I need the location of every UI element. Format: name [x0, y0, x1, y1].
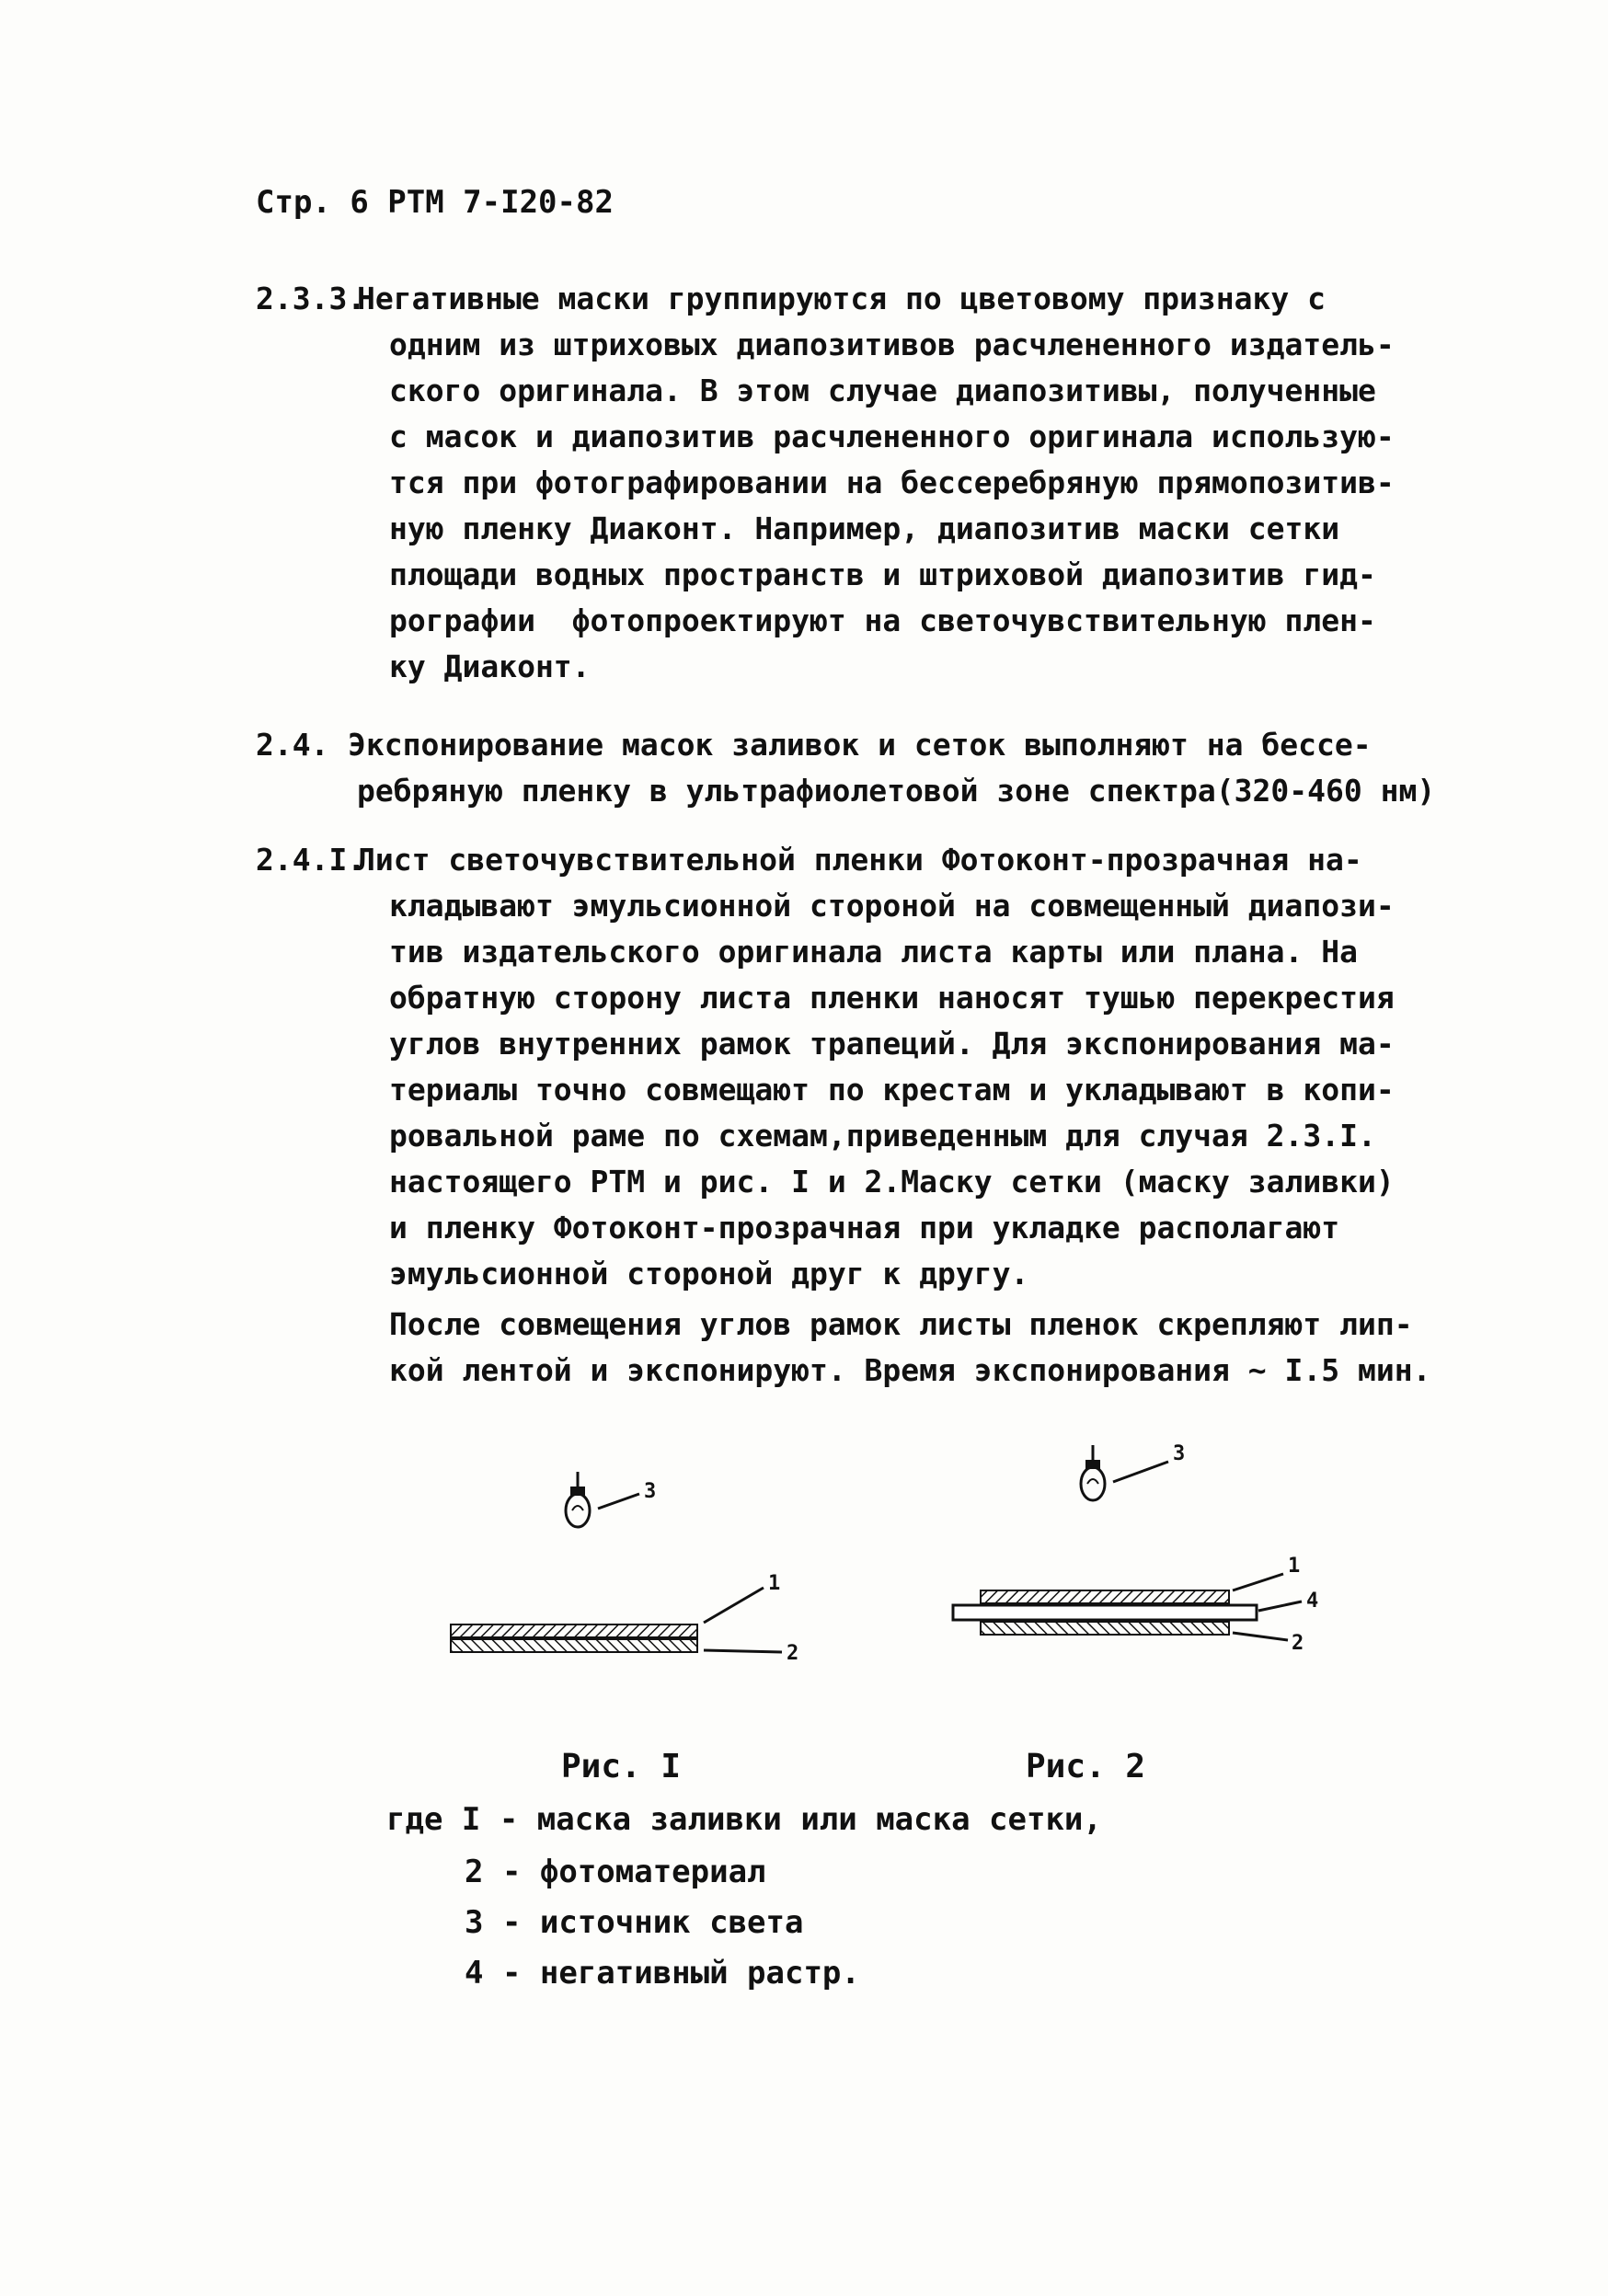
label-1: 1	[1288, 1555, 1301, 1578]
section-line: После совмещения углов рамок листы пленок скрепляют лип-	[389, 1306, 1413, 1342]
section-line: Негативные маски группируются по цветовому признаку с	[357, 281, 1326, 316]
section-line: обратную сторону листа пленки наносят тушью перекрестия	[389, 980, 1395, 1016]
leader-line	[1233, 1633, 1288, 1640]
figure-2	[948, 1421, 1371, 1716]
leader-line	[704, 1650, 782, 1652]
mask-layer	[451, 1624, 697, 1637]
leader-line	[1113, 1462, 1168, 1482]
label-1: 1	[768, 1572, 781, 1595]
photo-material-layer	[981, 1622, 1229, 1635]
section-number: 2.4.I.	[256, 842, 366, 878]
section-line: ную пленку Диаконт. Например, диапозитив маски сетки	[389, 511, 1340, 546]
photo-material-layer	[451, 1639, 697, 1652]
label-4: 4	[1306, 1590, 1319, 1613]
section-number: 2.3.3.	[256, 281, 366, 316]
light-bulb-icon	[1081, 1445, 1105, 1500]
label-2: 2	[1292, 1632, 1304, 1655]
section-2-4	[256, 722, 1525, 823]
leader-line	[1233, 1574, 1283, 1590]
section-line: ребряную пленку в ультрафиолетовой зоне спектра(320-460 нм)	[357, 773, 1436, 809]
section-line: тив издательского оригинала листа карты или плана. На	[389, 934, 1358, 970]
section-line: одним из штриховых диапозитивов расчлененного издатель-	[389, 327, 1395, 362]
section-line: териалы точно совмещают по крестам и укладывают в копи-	[389, 1072, 1395, 1108]
figure-1-caption: Рис. I	[561, 1748, 682, 1785]
section-line: ровальной раме по схемам,приведенным для случая 2.3.I.	[389, 1118, 1376, 1154]
leader-line	[598, 1494, 639, 1509]
label-3: 3	[644, 1480, 657, 1503]
legend-item: 3 - источник света	[465, 1904, 804, 1941]
light-bulb-icon	[566, 1472, 590, 1527]
section-line: площади водных пространств и штриховой диапозитив гид-	[389, 557, 1376, 592]
section-line: Экспонирование масок заливок и сеток выполняют на бессе-	[348, 727, 1372, 763]
section-2-4-1	[256, 837, 1525, 1407]
negative-raster-layer	[953, 1605, 1257, 1620]
legend-item: где I - маска заливки или маска сетки,	[386, 1801, 1102, 1838]
figure-2-caption: Рис. 2	[1026, 1748, 1146, 1785]
section-line: углов внутренних рамок трапеций. Для экспонирования ма-	[389, 1026, 1395, 1062]
leader-line	[1258, 1601, 1302, 1611]
section-line: кой лентой и экспонируют. Время экспонирования ~ I.5 мин.	[389, 1352, 1431, 1388]
mask-layer	[981, 1590, 1229, 1603]
legend-item: 4 - негативный растр.	[465, 1955, 860, 1992]
section-line: рографии фотопроектируют на светочувствительную плен-	[389, 603, 1376, 638]
label-2: 2	[787, 1642, 799, 1665]
section-line: и пленку Фотоконт-прозрачная при укладке располагают	[389, 1210, 1340, 1246]
section-line: эмульсионной стороной друг к другу.	[389, 1256, 1029, 1292]
section-line: Лист светочувствительной пленки Фотоконт-прозрачная на-	[357, 842, 1362, 878]
section-line: настоящего РТМ и рис. I и 2.Маску сетки (маску заливки)	[389, 1164, 1395, 1200]
leader-line	[704, 1588, 764, 1623]
section-line: кладывают эмульсионной стороной на совмещенный диапози-	[389, 888, 1395, 924]
section-line: с масок и диапозитив расчлененного оригинала использую-	[389, 419, 1395, 454]
section-line: ку Диаконт.	[389, 649, 591, 684]
section-2-3-3	[256, 276, 1452, 699]
section-number: 2.4.	[256, 727, 329, 763]
page-header: Стр. 6 РТМ 7-I20-82	[256, 184, 614, 221]
section-line: ского оригинала. В этом случае диапозитивы, полученные	[389, 373, 1376, 408]
figure-1	[432, 1435, 837, 1711]
label-3: 3	[1173, 1442, 1186, 1465]
legend-item: 2 - фотоматериал	[465, 1854, 766, 1890]
section-line: тся при фотографировании на бессеребряную прямопозитив-	[389, 465, 1395, 500]
